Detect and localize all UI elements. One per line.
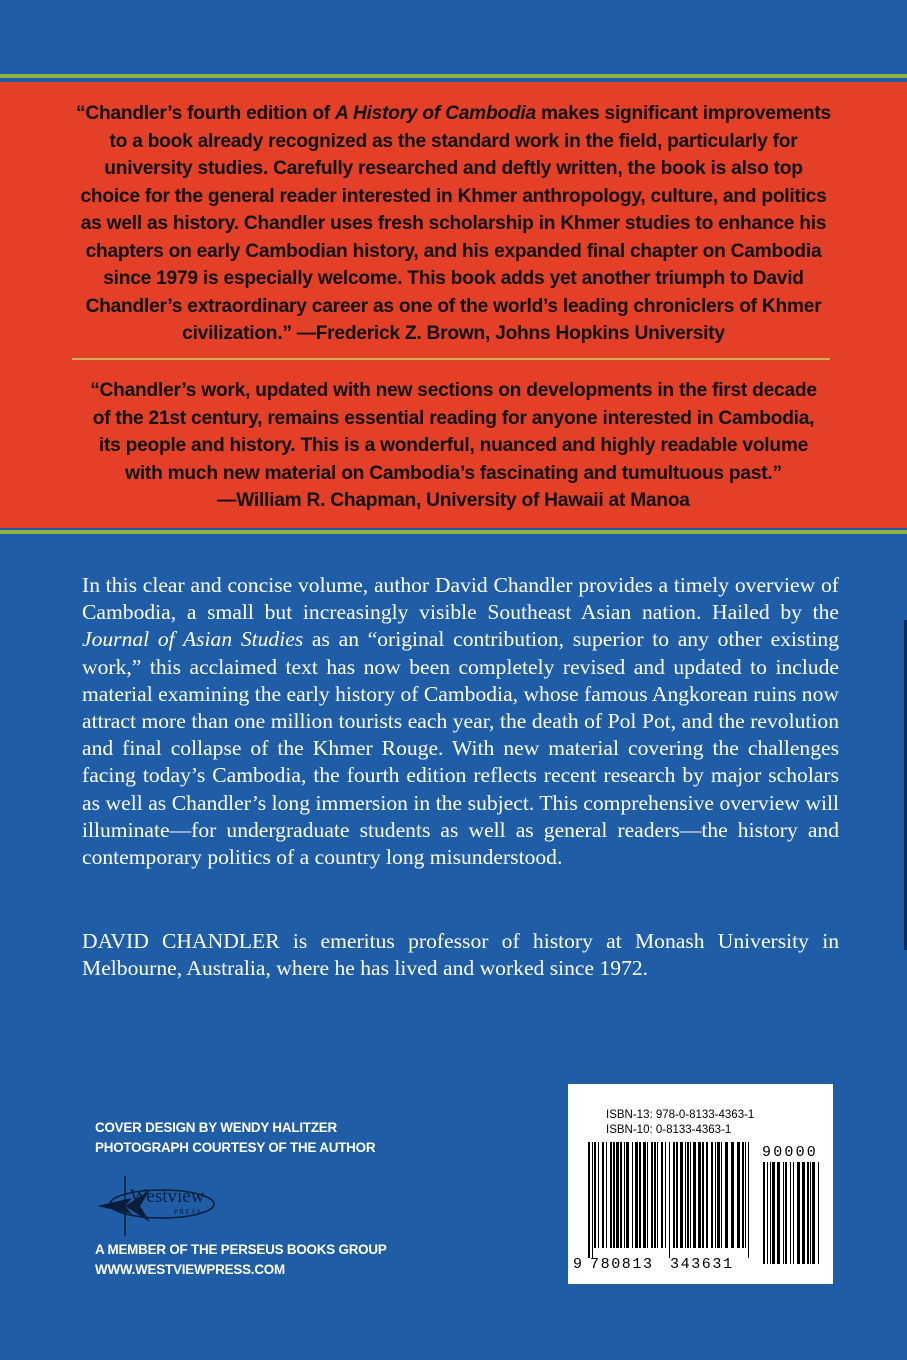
barcode-bar — [676, 1142, 678, 1248]
barcode-bar — [647, 1142, 648, 1248]
barcode-bar — [790, 1162, 791, 1264]
design-credits — [95, 1118, 375, 1158]
barcode-bar — [772, 1162, 775, 1264]
barcode-bar — [610, 1142, 612, 1248]
quote-brown-line-7: since 1979 is especially welcome. This book adds yet another triumph to David — [103, 268, 804, 289]
barcode-bar — [588, 1142, 590, 1258]
barcode-bar — [669, 1142, 670, 1258]
barcode-bar — [698, 1142, 701, 1248]
barcode-bar — [598, 1142, 599, 1248]
quote-brown-line-2: to a book already recognized as the standard work in the field, particularly for — [109, 130, 798, 152]
barcode-bar — [721, 1142, 722, 1248]
quote-brown-line-6: chapters on early Cambodian history, and his expanded final chapter on Cambodia — [85, 240, 822, 262]
barcode-bar — [812, 1162, 815, 1264]
barcode-bar — [783, 1162, 784, 1264]
quote-chapman-line-3: its people and history. This is a wonderful, nuanced and highly readable volume — [98, 435, 809, 456]
barcode-bar — [737, 1142, 740, 1248]
barcode-bar — [657, 1142, 658, 1248]
barcode-bar — [602, 1142, 604, 1248]
journal-title: Journal of Asian Studies — [82, 627, 304, 652]
barcode-bar — [797, 1162, 800, 1264]
addon-bars — [763, 1162, 819, 1264]
barcode-bar — [592, 1142, 593, 1258]
barcode-bar — [690, 1142, 691, 1248]
ean-left-digits: 780813 — [590, 1256, 654, 1273]
quote-brown-line-1: “Chandler’s fourth edition of A History of Cambodia makes significant improvements — [76, 103, 831, 124]
barcode-bar — [767, 1162, 768, 1264]
barcode-bar — [706, 1142, 708, 1248]
quote-chapman-line-2: of the 21st century, remains essential reading for anyone interested in Cambodia, — [92, 407, 815, 429]
barcode-bar — [626, 1142, 629, 1248]
barcode-bar — [685, 1142, 686, 1248]
westview-press-logo — [92, 1170, 232, 1240]
barcode-bar — [665, 1142, 666, 1248]
barcode-bar — [680, 1142, 683, 1248]
publisher-sub: PRESS — [174, 1208, 203, 1216]
barcode-bar — [715, 1142, 716, 1248]
barcode-bar — [635, 1142, 638, 1248]
quote-brown-line-3: university studies. Carefully researched and deftly written, the book is also top — [104, 158, 803, 179]
publisher-website: WWW.WESTVIEWPRESS.COM — [95, 1262, 285, 1277]
barcode-bar — [770, 1162, 771, 1264]
barcode-bar — [639, 1142, 641, 1248]
barcode-bar — [717, 1142, 720, 1248]
isbn-10: ISBN-10: 0-8133-4363-1 — [606, 1124, 732, 1136]
barcode-bar — [793, 1162, 794, 1264]
barcode-bar — [673, 1142, 675, 1248]
barcode-bar — [742, 1142, 744, 1248]
quote-chapman — [70, 377, 837, 515]
cover-design-credit: COVER DESIGN BY WENDY HALITZER — [95, 1120, 338, 1135]
barcode-bar — [818, 1162, 819, 1264]
quote-brown-line-5: as well as history. Chandler uses fresh scholarship in Khmer studies to enhance his — [80, 213, 827, 234]
barcode-bar — [763, 1162, 765, 1264]
barcode-bar — [651, 1142, 653, 1248]
quote-brown — [70, 100, 837, 348]
barcode-bar — [802, 1162, 805, 1264]
quote-chapman-attribution: —William R. Chapman, University of Hawaii at Manoa — [217, 490, 690, 511]
publisher-name: Westview — [130, 1186, 205, 1207]
photograph-credit: PHOTOGRAPH COURTESY OF THE AUTHOR — [95, 1140, 376, 1155]
barcode-bar — [693, 1142, 696, 1248]
barcode-bar — [620, 1142, 622, 1248]
quote-chapman-line-1: “Chandler’s work, updated with new sections on developments in the first decade — [90, 380, 817, 401]
isbn-13: ISBN-13: 978-0-8133-4363-1 — [606, 1109, 755, 1121]
book-title: A History of Cambodia — [335, 103, 536, 124]
ean-first-digit: 9 — [573, 1256, 583, 1273]
top-green-stripe — [0, 74, 907, 78]
book-description: In this clear and concise volume, author David Chandler provides a timely overview of Cambodia, a small but increasingly visible Southeast Asian nation. Hailed by the Journal of Asian Studies as an “original contribution, superior to any other existing work,” this acclaimed text has now been completely revised and updated to include material examining the early history of Cambodia, whose famous Angkorean ruins now attract more than one million tourists each year, the death of Pol Pot, and the revolution and final collapse of the Khmer Rouge. With new material covering the challenges facing today’s Cambodia, the fourth edition reflects recent research by major scholars as well as Chandler’s long immersion in the subject. This comprehensive overview will illuminate—for undergraduate students as well as general readers—the history and contemporary politics of a country long misunderstood. — [82, 573, 840, 870]
barcode-bar — [702, 1142, 704, 1248]
barcode-bar — [711, 1142, 713, 1248]
quote-brown-line-4: choice for the general reader interested in Khmer anthropology, culture, and politics — [80, 185, 827, 207]
barcode-bar — [807, 1162, 809, 1264]
barcode-bar — [594, 1142, 596, 1248]
quote-brown-attribution: civilization.” —Frederick Z. Brown, Johns Hopkins University — [182, 323, 725, 344]
barcode-bar — [661, 1142, 663, 1248]
barcode-graphic — [568, 1084, 833, 1284]
barcode-bar — [687, 1142, 689, 1248]
perseus-member-line: A MEMBER OF THE PERSEUS BOOKS GROUP — [95, 1242, 387, 1257]
author-bio: DAVID CHANDLER is emeritus professor of history at Monash University in Melbourne, Australia, where he has lived and worked since 1972. — [82, 929, 839, 981]
barcode-bar — [654, 1142, 656, 1248]
barcode-bar — [748, 1142, 749, 1258]
bottom-green-stripe — [0, 530, 907, 534]
barcode-bar — [785, 1162, 787, 1264]
ean-right-digits: 343631 — [670, 1256, 734, 1273]
barcode-panel — [568, 1084, 833, 1284]
barcode-bar — [624, 1142, 625, 1248]
quote-chapman-line-4: with much new material on Cambodia’s fascinating and tumultuous past.” — [125, 462, 782, 484]
barcode-bar — [745, 1142, 746, 1248]
barcode-bar — [643, 1142, 646, 1248]
publisher-credits — [95, 1240, 387, 1280]
barcode-bar — [810, 1162, 811, 1264]
barcode-bar — [731, 1142, 734, 1248]
ean13-bars — [588, 1142, 749, 1258]
barcode-bar — [777, 1162, 780, 1264]
quote-brown-line-8: Chandler’s extraordinary career as one of the world’s leading chroniclers of Khmer — [85, 295, 822, 317]
quote-divider — [72, 358, 830, 360]
addon-digits: 90000 — [762, 1144, 819, 1161]
barcode-bar — [725, 1142, 728, 1248]
barcode-bar — [606, 1142, 607, 1248]
barcode-bar — [613, 1142, 615, 1248]
barcode-bar — [616, 1142, 619, 1248]
barcode-bar — [632, 1142, 633, 1248]
